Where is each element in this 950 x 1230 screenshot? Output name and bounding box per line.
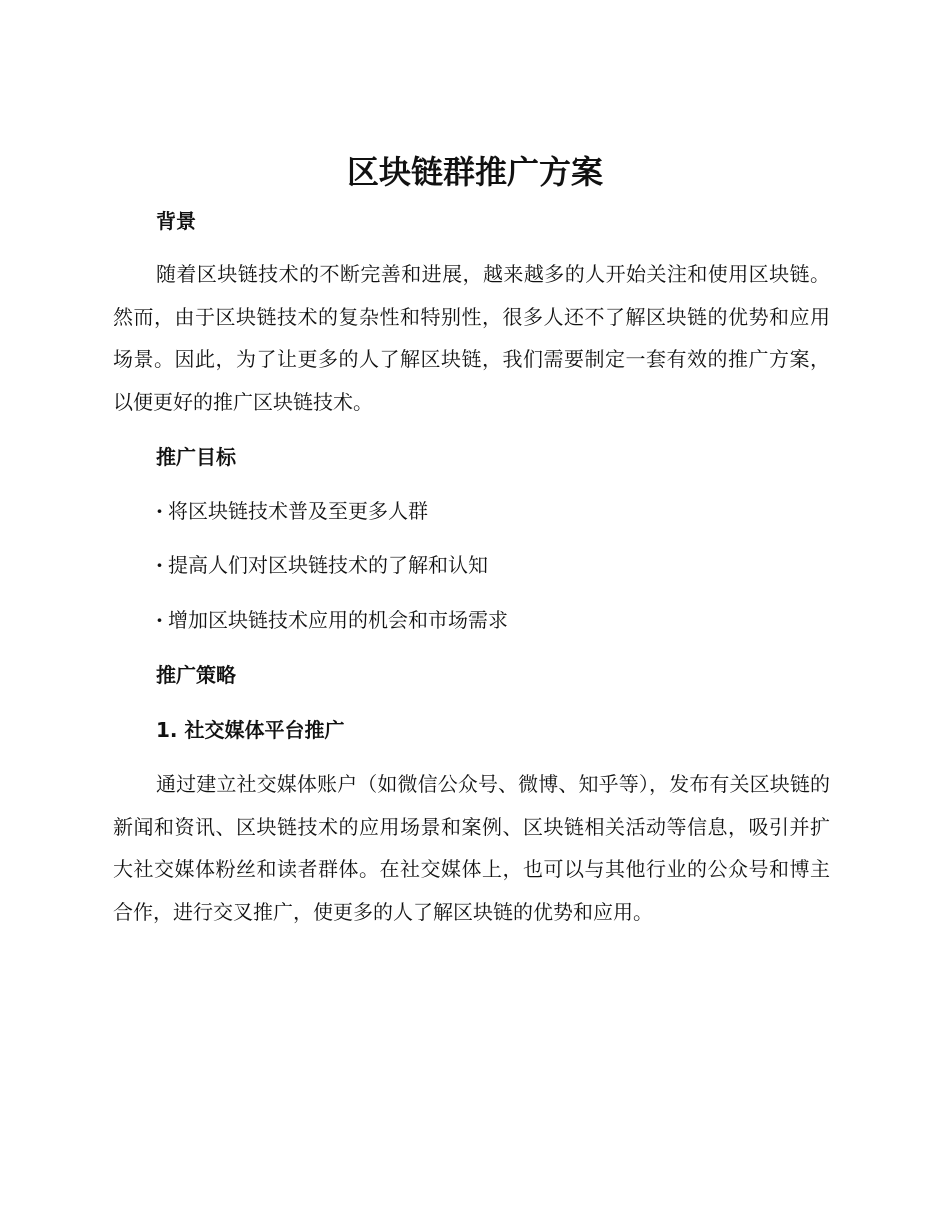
goal-item-text: 增加区块链技术应用的机会和市场需求: [168, 608, 508, 632]
goal-list-item: [156, 606, 508, 634]
goal-list-item: [156, 551, 488, 579]
section-heading-strategy: 推广策略: [156, 663, 236, 687]
strategy-subheading: 1. 社交媒体平台推广: [156, 718, 345, 742]
section-heading-goals: 推广目标: [156, 445, 236, 469]
goal-item-text: 提高人们对区块链技术的了解和认知: [168, 553, 488, 577]
bullet-icon: ·: [156, 608, 163, 632]
background-paragraph: 随着区块链技术的不断完善和进展，越来越多的人开始关注和使用区块链。然而，由于区块链技术的复杂性和特别性，很多人还不了解区块链的优势和应用场景。因此，为了让更多的人了解区块链，我们需要制定一套有效的推广方案，以便更好的推广区块链技术。: [113, 262, 830, 414]
document-title: 区块链群推广方案: [346, 153, 603, 191]
section-heading-background: 背景: [156, 209, 196, 233]
bullet-icon: ·: [156, 499, 163, 523]
goal-list-item: [156, 497, 428, 525]
bullet-icon: ·: [156, 553, 163, 577]
goal-item-text: 将区块链技术普及至更多人群: [168, 499, 428, 523]
strategy-paragraph: 通过建立社交媒体账户（如微信公众号、微博、知乎等），发布有关区块链的新闻和资讯、区块链技术的应用场景和案例、区块链相关活动等信息，吸引并扩大社交媒体粉丝和读者群体。在社交媒体上，也可以与其他行业的公众号和博主合作，进行交叉推广，使更多的人了解区块链的优势和应用。: [113, 772, 830, 924]
